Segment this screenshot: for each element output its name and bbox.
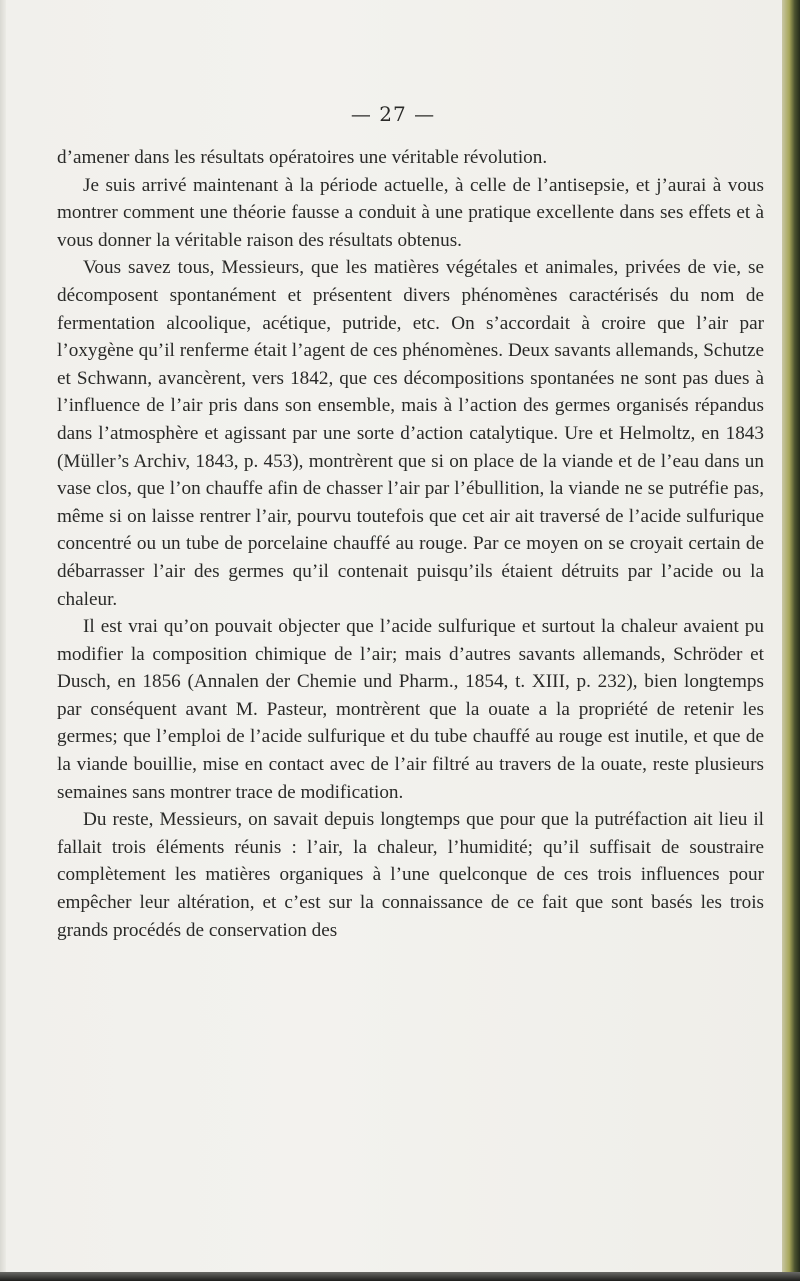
page-bottom-shadow [0,1272,800,1281]
page-number: — 27 — [350,102,436,126]
paragraph-3: Vous savez tous, Messieurs, que les matières végétales et animales, privées de vie, se décomposent spontanément et présentent divers phénomènes caractérisés du nom de fermentation alcoolique, acétique, putride, etc. On s’accordait à croire que l’air par l’oxygène qu’il renferme était l’agent de ces phénomènes. Deux savants allemands, Schutze et Schwann, avancèrent, vers 1842, que ces décompositions spontanées ne sont pas dues à l’influence de l’air pris dans son ensemble, mais à l’action des germes organisés répandus dans l’atmosphère et agissant par une sorte d’action catalytique. Ure et Helmoltz, en 1843 (Müller’s Archiv, 1843, p. 453), montrèrent que si on place de la viande et de l’eau dans un vase clos, que l’on chauffe afin de chasser l’air par l’ébullition, la viande ne se putréfie pas, même si on laisse rentrer l’air, pourvu toutefois que cet air ait traversé de l’acide sulfurique concentré ou un tube de porcelaine chauffé au rouge. Par ce moyen on se croyait certain de débarrasser l’air des germes qu’il contenait puisqu’ils étaient détruits par l’acide ou la chaleur. [57,257,764,610]
paragraph-1: d’amener dans les résultats opératoires une véritable révolution. [57,147,548,168]
paragraph-2: Je suis arrivé maintenant à la période actuelle, à celle de l’antisepsie, et j’aurai à vous montrer comment une théorie fausse a conduit à une pratique excellente dans ses effets et à vous donner la véritable raison des résultats obtenus. [57,174,764,251]
page-binding-edge [782,0,800,1281]
body-text [57,144,764,944]
paragraph-5: Du reste, Messieurs, on savait depuis longtemps que pour que la putréfaction ait lieu il fallait trois éléments réunis : l’air, la chaleur, l’humidité; qu’il suffisait de soustraire complètement les matières organiques à l’une quelconque de ces trois influences pour empêcher leur altération, et c’est sur la connaissance de ce fait que sont basés les trois grands procédés de conservation des [57,809,764,941]
page-left-edge [0,0,6,1281]
paragraph-4: Il est vrai qu’on pouvait objecter que l’acide sulfurique et surtout la chaleur avaient pu modifier la composition chimique de l’air; mais d’autres savants allemands, Schröder et Dusch, en 1856 (Annalen der Chemie und Pharm., 1854, t. XIII, p. 232), bien longtemps par conséquent avant M. Pasteur, montrèrent que la ouate a la propriété de retenir les germes; que l’emploi de l’acide sulfurique et du tube chauffé au rouge est inutile, et que de la viande bouillie, mise en contact avec de l’air filtré au travers de la ouate, reste plusieurs semaines sans montrer trace de modification. [57,616,764,803]
